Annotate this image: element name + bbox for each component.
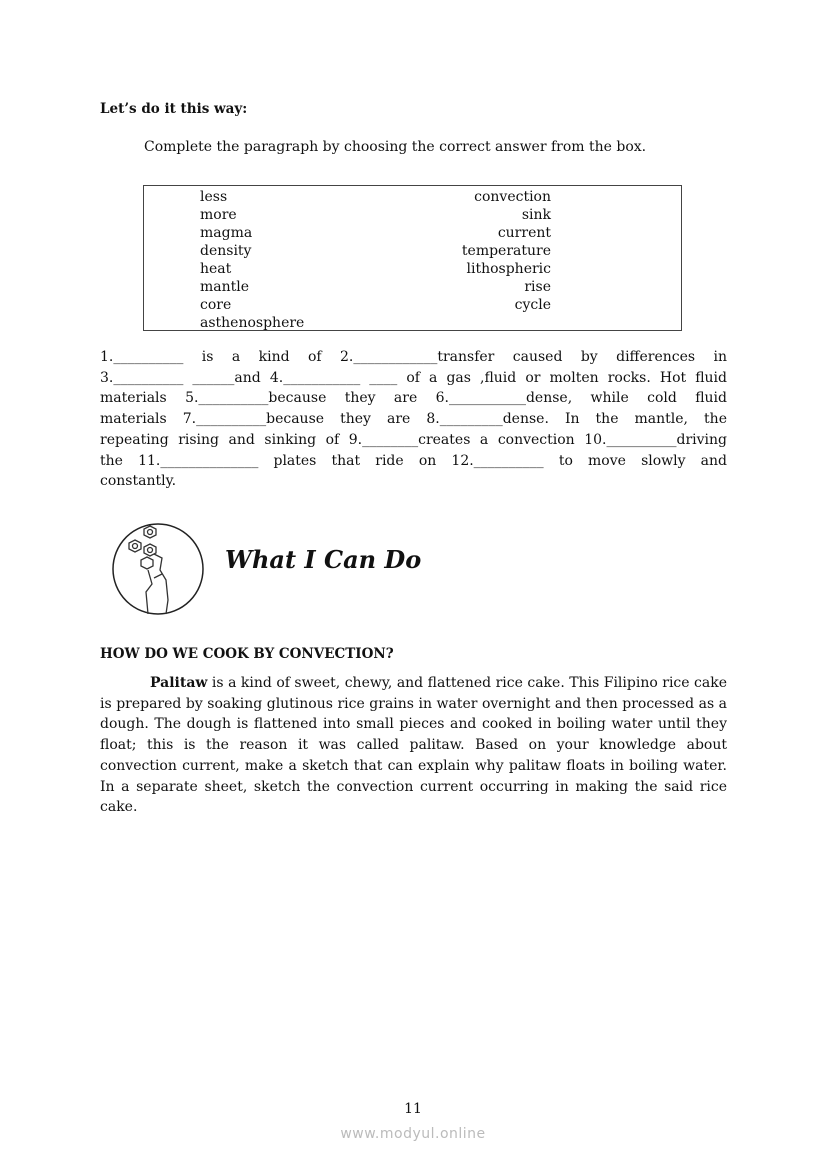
paragraph-line: materials 7.__________because they are 8._________dense. In the mantle, the	[100, 411, 727, 428]
paragraph-line: materials 5.__________because they are 6.___________dense, while cold fluid	[100, 390, 727, 407]
word-option: mantle	[200, 279, 250, 295]
paragraph-line: 3.__________ ______and 4.___________ ____ of a gas ,fluid or molten rocks. Hot fluid	[100, 369, 727, 386]
word-option: heat	[200, 261, 232, 277]
body-text: is a kind of sweet, chewy, and flattened rice cake. This Filipino rice cake is prepared by soaking glutinous rice grains in water overnight and then processed as a dough. The dough is flattened into small pieces and cooked in boiling water until they float; this is the reason it was called palitaw. Based on your knowledge about convection current, make a sketch that can explain why palitaw floats in boiling water. In a separate sheet, sketch the convection current occurring in making the said rice cake.	[100, 675, 727, 816]
word-option: current	[497, 225, 551, 241]
word-option: density	[200, 243, 252, 259]
fill-in-paragraph	[100, 347, 727, 492]
instruction: Complete the paragraph by choosing the correct answer from the box.	[144, 139, 647, 155]
word-option: more	[200, 207, 237, 223]
paragraph-line: 1.__________ is a kind of 2.____________transfer caused by differences in	[100, 349, 727, 365]
word-option: asthenosphere	[200, 315, 305, 331]
word-box	[143, 185, 682, 331]
word-option: temperature	[461, 243, 551, 259]
word-option: rise	[524, 279, 551, 295]
word-option: convection	[474, 189, 551, 205]
watermark: www.modyul.online	[340, 1126, 486, 1142]
paragraph-line: constantly.	[100, 473, 177, 490]
subheading: HOW DO WE COOK BY CONVECTION?	[100, 646, 394, 662]
bold-term: Palitaw	[150, 675, 208, 691]
word-option: less	[200, 189, 228, 205]
paragraph-line: repeating rising and sinking of 9.________creates a convection 10.__________driving	[100, 431, 727, 448]
section-heading: Let’s do it this way:	[100, 101, 248, 117]
hand-gears-icon	[110, 520, 206, 618]
body-paragraph	[100, 673, 727, 818]
paragraph-line: the 11.______________ plates that ride on 12.__________ to move slowly and	[100, 452, 727, 469]
page-number: 11	[404, 1101, 422, 1117]
word-option: core	[200, 297, 232, 313]
word-option: sink	[521, 207, 551, 223]
section-title: What I Can Do	[225, 545, 422, 574]
word-option: lithospheric	[466, 261, 551, 277]
word-option: magma	[200, 225, 253, 241]
word-option: cycle	[514, 297, 551, 313]
